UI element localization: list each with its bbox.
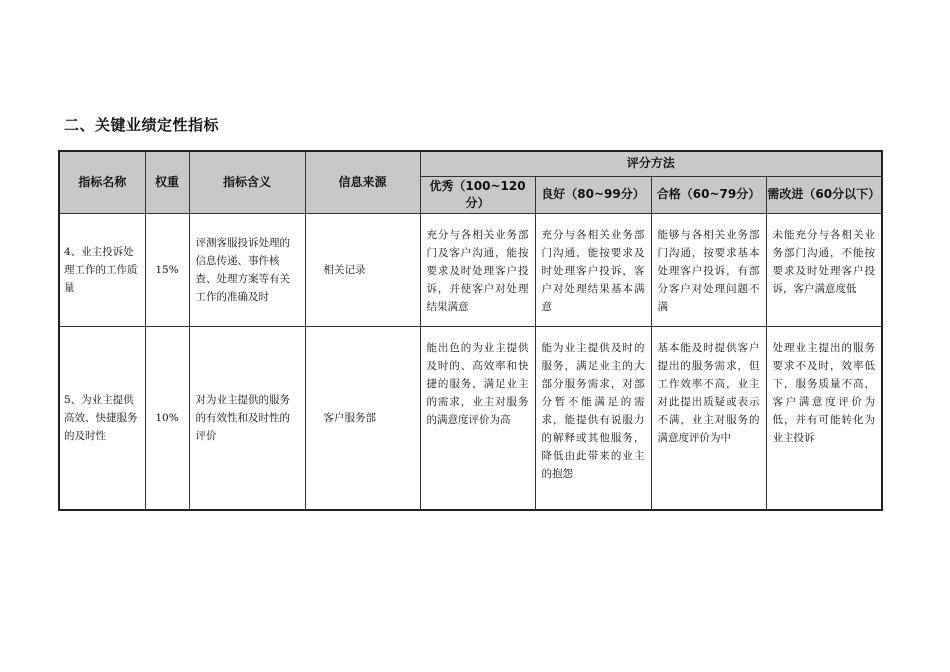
cell-pass: 能够与各相关业务部门沟通，按要求基本处理客户投诉，有部分客户对处理问题不满 — [651, 213, 766, 326]
cell-meaning: 评测客服投诉处理的信息传递、事件核查、处理方案等有关工作的准确及时 — [189, 213, 305, 326]
header-meaning: 指标含义 — [189, 151, 305, 213]
kpi-table — [58, 150, 883, 511]
cell-excellent: 能出色的为业主提供及时的、高效率和快捷的服务，满足业主的需求，业主对服务的满意度评价为高 — [420, 326, 535, 510]
header-good: 良好（80~99分） — [535, 176, 651, 213]
cell-name: 4、业主投诉处理工作的工作质量 — [59, 213, 145, 326]
cell-weight: 15% — [145, 213, 189, 326]
cell-name: 5、为业主提供高效、快捷服务的及时性 — [59, 326, 145, 510]
header-scoring: 评分方法 — [420, 151, 882, 176]
cell-source: 客户服务部 — [305, 326, 420, 510]
section-title: 二、关键业绩定性指标 — [64, 116, 220, 134]
cell-good: 充分与各相关业务部门沟通，能按要求及时处理客户投诉，客户对处理结果基本满意 — [535, 213, 651, 326]
cell-good: 能为业主提供及时的服务，满足业主的大部分服务需求，对部分暂不能满足的需求，能提供有说服力的解释或其他服务，降低由此带来的业主的抱怨 — [535, 326, 651, 510]
cell-excellent: 充分与各相关业务部门及客户沟通，能按要求及时处理客户投诉，并使客户对处理结果满意 — [420, 213, 535, 326]
table-row — [59, 326, 882, 510]
header-source: 信息来源 — [305, 151, 420, 213]
header-name: 指标名称 — [59, 151, 145, 213]
header-weight: 权重 — [145, 151, 189, 213]
header-excellent: 优秀（100~120分） — [420, 176, 535, 213]
cell-meaning: 对为业主提供的服务的有效性和及时性的评价 — [189, 326, 305, 510]
cell-source: 相关记录 — [305, 213, 420, 326]
cell-pass: 基本能及时提供客户提出的服务需求，但工作效率不高，业主对此提出质疑或表示不满，业主对服务的满意度评价为中 — [651, 326, 766, 510]
cell-improve: 处理业主提出的服务要求不及时，效率低下，服务质量不高，客户满意度评价为低，并有可能转化为业主投诉 — [766, 326, 882, 510]
header-improve: 需改进（60分以下） — [766, 176, 882, 213]
cell-improve: 未能充分与各相关业务部门沟通，不能按要求及时处理客户投诉，客户满意度低 — [766, 213, 882, 326]
table-row — [59, 213, 882, 326]
cell-weight: 10% — [145, 326, 189, 510]
header-pass: 合格（60~79分） — [651, 176, 766, 213]
